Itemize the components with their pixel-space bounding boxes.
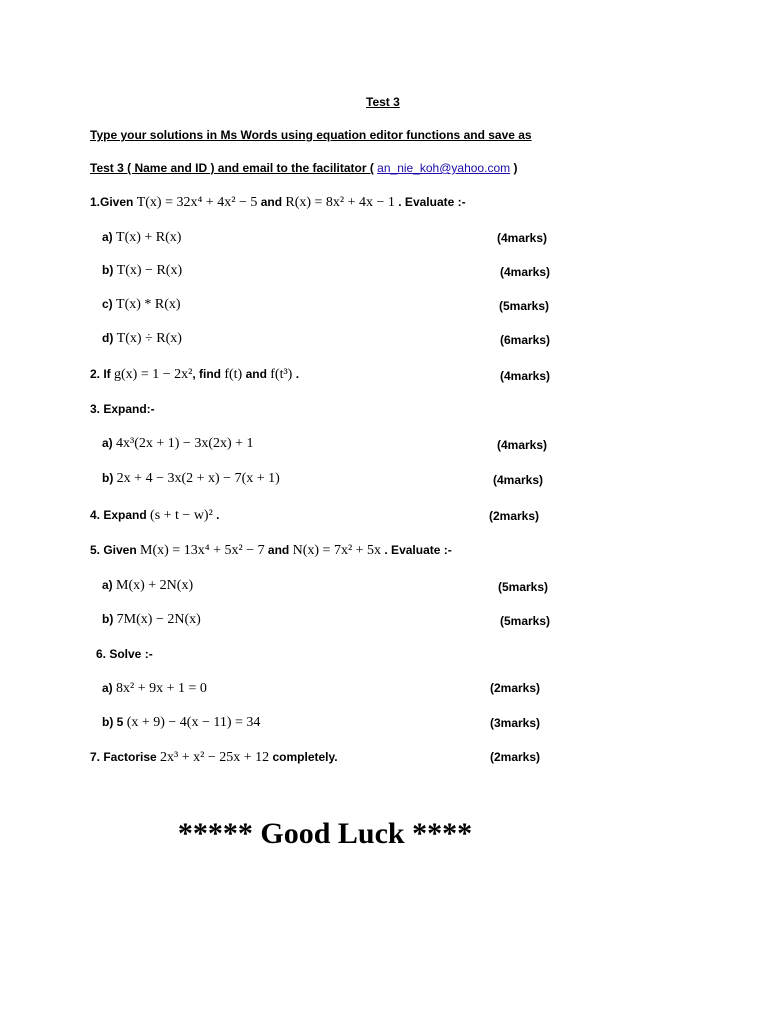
q1b	[102, 263, 182, 279]
q7-prefix: 7. Factorise	[90, 750, 157, 764]
q5-N-expr: N(x) = 7x² + 5x	[292, 543, 382, 558]
instructions-line-2-close: )	[513, 161, 518, 175]
q5b-expr: 7M(x) − 2N(x)	[116, 612, 201, 627]
q4-statement	[90, 508, 219, 524]
q5b-marks: (5marks)	[500, 614, 551, 628]
q1a	[102, 230, 181, 246]
q1a-expr: T(x) + R(x)	[116, 230, 182, 245]
q2-f2-expr: f(t³)	[270, 367, 293, 382]
q4-expr: (s + t − w)²	[150, 508, 213, 523]
instructions-line-1: Type your solutions in Ms Words using equation editor functions and save as	[90, 128, 532, 142]
q3a	[102, 436, 254, 452]
q6-heading: 6. Solve :-	[96, 647, 153, 661]
q7-expr: 2x³ + x² − 25x + 12	[160, 750, 270, 765]
q2-prefix: 2. If	[90, 367, 111, 381]
q2-end: .	[295, 367, 300, 381]
q6a	[102, 681, 207, 697]
q4-prefix: 4. Expand	[90, 508, 147, 522]
q7-statement	[90, 750, 338, 766]
q6b-expr: (x + 9) − 4(x − 11) = 34	[126, 715, 261, 730]
good-luck-banner: ***** Good Luck ****	[177, 817, 473, 850]
q2-marks: (4marks)	[500, 369, 551, 383]
q6b-marks: (3marks)	[490, 716, 541, 730]
q1c-expr: T(x) * R(x)	[116, 297, 181, 312]
q5-suffix: . Evaluate :-	[384, 543, 452, 557]
q1a-label: a)	[102, 230, 113, 244]
q3b	[102, 471, 280, 487]
q1d-marks: (6marks)	[500, 333, 551, 347]
q6a-expr: 8x² + 9x + 1 = 0	[116, 681, 207, 696]
instructions-line-2	[90, 161, 517, 175]
q5-and: and	[267, 543, 290, 557]
q6b-label: b) 5	[102, 715, 124, 729]
q1-and: and	[260, 195, 283, 209]
q1-suffix: . Evaluate :-	[398, 195, 466, 209]
q1c-label: c)	[102, 297, 113, 311]
q5a-expr: M(x) + 2N(x)	[116, 578, 194, 593]
q5a-marks: (5marks)	[498, 580, 549, 594]
q1c	[102, 297, 181, 313]
q7-marks: (2marks)	[490, 750, 541, 764]
q3a-expr: 4x³(2x + 1) − 3x(2x) + 1	[116, 436, 254, 451]
q1c-marks: (5marks)	[499, 299, 550, 313]
q3b-marks: (4marks)	[493, 473, 544, 487]
q3a-marks: (4marks)	[497, 438, 548, 452]
q1d	[102, 331, 182, 347]
q1-R-expr: R(x) = 8x² + 4x − 1	[285, 195, 395, 210]
q1-statement	[90, 195, 466, 211]
page-title: Test 3	[366, 95, 400, 109]
q5-M-expr: M(x) = 13x⁴ + 5x² − 7	[140, 543, 265, 558]
q2-f1-expr: f(t)	[224, 367, 243, 382]
q1b-marks: (4marks)	[500, 265, 551, 279]
q1a-marks: (4marks)	[497, 231, 548, 245]
q1d-expr: T(x) ÷ R(x)	[116, 331, 182, 346]
q5-prefix: 5. Given	[90, 543, 137, 557]
q7-suffix: completely.	[272, 750, 338, 764]
q4-end: .	[216, 508, 220, 522]
q1-T-expr: T(x) = 32x⁴ + 4x² − 5	[136, 195, 258, 210]
q1-prefix: 1.Given	[90, 195, 134, 209]
q2-statement	[90, 367, 299, 383]
q5b	[102, 612, 201, 628]
instructions-line-2-text: Test 3 ( Name and ID ) and email to the facilitator (	[90, 161, 374, 175]
q5-statement	[90, 543, 452, 559]
q1b-label: b)	[102, 263, 114, 277]
q1d-label: d)	[102, 331, 114, 345]
q5a-label: a)	[102, 578, 113, 592]
q3-heading: 3. Expand:-	[90, 402, 155, 416]
q3b-label: b)	[102, 471, 114, 485]
facilitator-email-link[interactable]: an_nie_koh@yahoo.com	[377, 161, 511, 175]
q5a	[102, 578, 193, 594]
q5b-label: b)	[102, 612, 114, 626]
q6a-label: a)	[102, 681, 113, 695]
q2-and: and	[245, 367, 267, 381]
q1b-expr: T(x) − R(x)	[116, 263, 183, 278]
q6a-marks: (2marks)	[490, 681, 541, 695]
q4-marks: (2marks)	[489, 509, 540, 523]
q3b-expr: 2x + 4 − 3x(2 + x) − 7(x + 1)	[116, 471, 280, 486]
q2-find: , find	[192, 367, 221, 381]
q2-g-expr: g(x) = 1 − 2x²	[114, 367, 193, 382]
q3a-label: a)	[102, 436, 113, 450]
q6b	[102, 715, 260, 731]
